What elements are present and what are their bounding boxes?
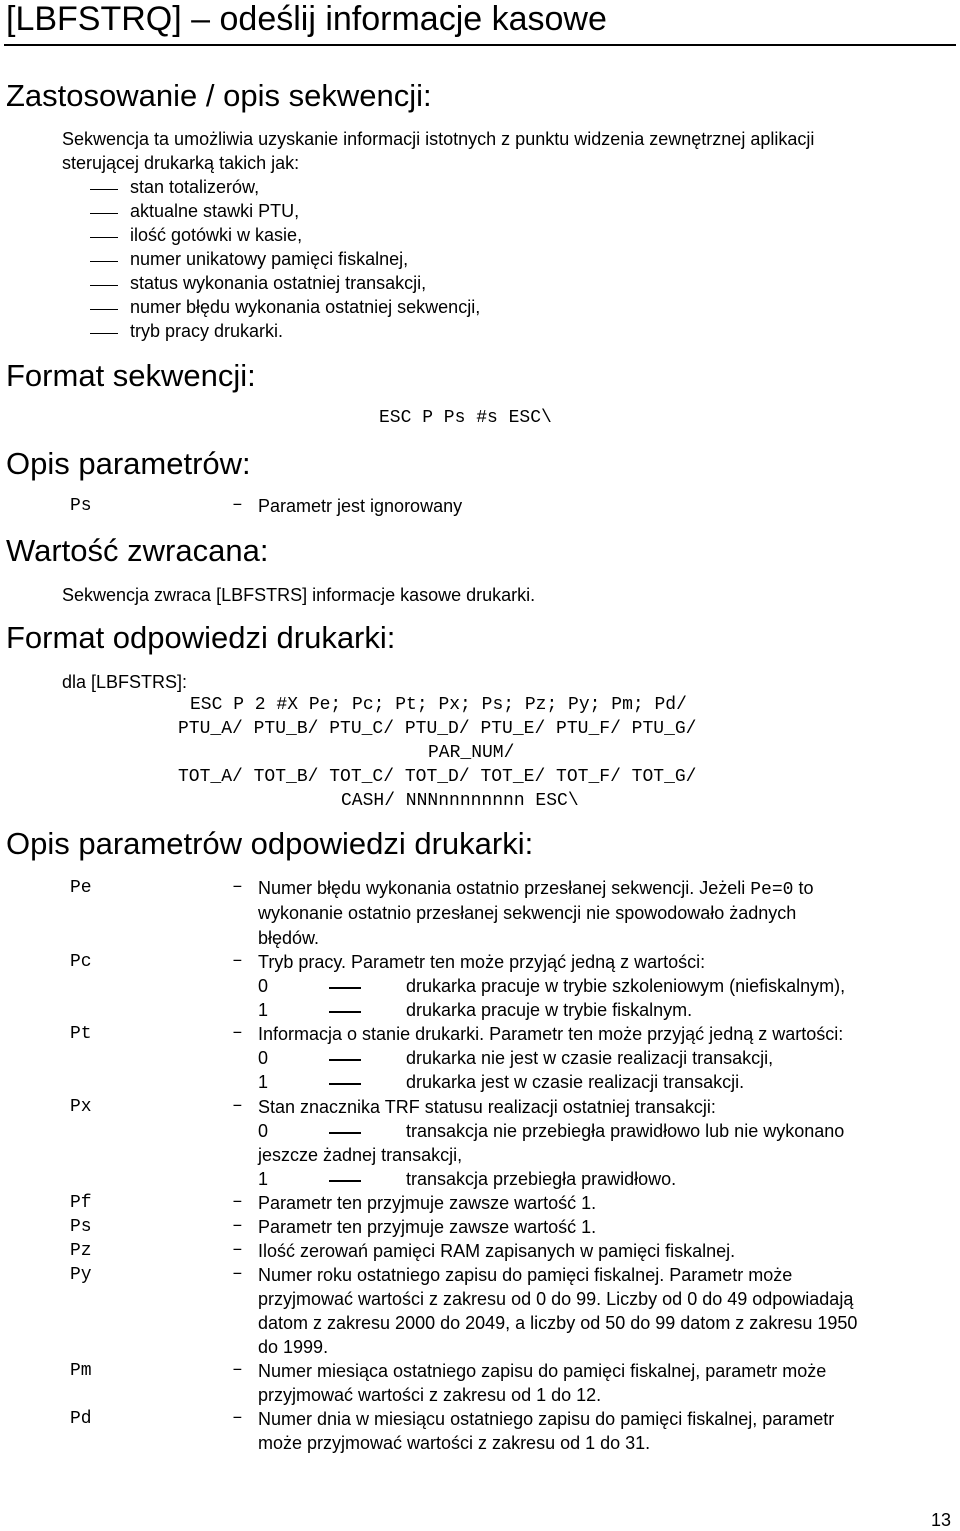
value-desc: transakcja nie przebiegła prawidłowo lub nie wykonano	[406, 1121, 845, 1141]
param-desc-text: Numer błędu wykonania ostatnio przesłanej sekwencji. Jeżeli	[258, 878, 751, 898]
value-code: 0	[258, 976, 269, 996]
param-name-pd: Pd	[70, 1409, 92, 1429]
inline-code: Pe=0	[750, 880, 794, 900]
param-desc-pd-line-2: może przyjmować wartości z zakresu od 1 do 31.	[258, 1433, 651, 1453]
value-dash	[329, 1180, 361, 1182]
response-code-line: TOT_A/ TOT_B/ TOT_C/ TOT_D/ TOT_E/ TOT_F/ TOT_G/	[178, 767, 697, 787]
param-desc-pe-line-2: wykonanie ostatnio przesłanej sekwencji nie spowodowało żadnych	[258, 903, 797, 923]
param-desc-py-line-4: do 1999.	[258, 1337, 329, 1357]
bullet-dash	[90, 309, 118, 310]
param-desc: Parametr jest ignorowany	[258, 496, 463, 516]
param-dash: –	[232, 877, 243, 897]
bullet-dash	[90, 261, 118, 262]
return-text: Sekwencja zwraca [LBFSTRS] informacje kasowe drukarki.	[62, 585, 536, 605]
value-dash	[329, 987, 361, 989]
usage-intro-line-2: sterującej drukarką takich jak:	[62, 153, 300, 173]
param-desc-pe-line-1	[258, 878, 813, 900]
format-heading: Format sekwencji:	[6, 358, 256, 393]
bullet-item: ilość gotówki w kasie,	[130, 225, 303, 245]
param-desc-pd-line-1: Numer dnia w miesiącu ostatniego zapisu do pamięci fiskalnej, parametr	[258, 1409, 835, 1429]
response-code-line: CASH/ NNNnnnnnnnn ESC\	[341, 791, 579, 811]
bullet-dash	[90, 285, 118, 286]
value-dash	[329, 1011, 361, 1013]
param-dash: –	[232, 1360, 243, 1380]
param-name-pc: Pc	[70, 952, 92, 972]
value-desc: drukarka jest w czasie realizacji transakcji.	[406, 1072, 745, 1092]
param-dash: –	[232, 1096, 243, 1116]
value-desc-continued: jeszcze żadnej transakcji,	[258, 1145, 463, 1165]
param-name-pt: Pt	[70, 1024, 92, 1044]
param-desc-px: Stan znacznika TRF statusu realizacji ostatniej transakcji:	[258, 1097, 716, 1117]
response-params-heading: Opis parametrów odpowiedzi drukarki:	[6, 826, 534, 861]
return-heading: Wartość zwracana:	[6, 533, 269, 568]
param-name-py: Py	[70, 1265, 92, 1285]
response-code-line: PAR_NUM/	[428, 743, 515, 763]
value-code: 1	[258, 1000, 269, 1020]
param-desc-py-line-1: Numer roku ostatniego zapisu do pamięci fiskalnej. Parametr może	[258, 1265, 793, 1285]
param-dash: –	[232, 1408, 243, 1428]
param-desc-py-line-2: przyjmować wartości z zakresu od 0 do 99. Liczby od 0 do 49 odpowiadają	[258, 1289, 854, 1309]
value-dash	[329, 1059, 361, 1061]
title-underline	[4, 44, 956, 46]
response-label: dla [LBFSTRS]:	[62, 672, 188, 692]
param-desc-py-line-3: datom z zakresu 2000 do 2049, a liczby od 50 do 99 datom z zakresu 1950	[258, 1313, 858, 1333]
param-dash: –	[232, 1023, 243, 1043]
response-code-line: PTU_A/ PTU_B/ PTU_C/ PTU_D/ PTU_E/ PTU_F/ PTU_G/	[178, 719, 697, 739]
bullet-item: numer błędu wykonania ostatniej sekwencji,	[130, 297, 481, 317]
param-dash: –	[232, 1216, 243, 1236]
response-heading: Format odpowiedzi drukarki:	[6, 620, 396, 655]
param-name: Ps	[70, 496, 92, 516]
param-dash: –	[232, 1192, 243, 1212]
value-code: 1	[258, 1072, 269, 1092]
value-code: 1	[258, 1169, 269, 1189]
bullet-dash	[90, 333, 118, 334]
bullet-dash	[90, 237, 118, 238]
param-desc-pz: Ilość zerowań pamięci RAM zapisanych w pamięci fiskalnej.	[258, 1241, 736, 1261]
value-code: 0	[258, 1048, 269, 1068]
value-desc: drukarka pracuje w trybie fiskalnym.	[406, 1000, 693, 1020]
bullet-dash	[90, 213, 118, 214]
param-desc-pt: Informacja o stanie drukarki. Parametr ten może przyjąć jedną z wartości:	[258, 1024, 844, 1044]
value-dash	[329, 1083, 361, 1085]
params-heading: Opis parametrów:	[6, 446, 251, 481]
format-code: ESC P Ps #s ESC\	[379, 408, 552, 428]
param-dash: –	[232, 1264, 243, 1284]
param-desc-pc: Tryb pracy. Parametr ten może przyjąć jedną z wartości:	[258, 952, 706, 972]
usage-intro-line-1: Sekwencja ta umożliwia uzyskanie informacji istotnych z punktu widzenia zewnętrznej aplikacji	[62, 129, 815, 149]
param-desc-pm-line-2: przyjmować wartości z zakresu od 1 do 12.	[258, 1385, 602, 1405]
param-dash: –	[232, 951, 243, 971]
bullet-item: aktualne stawki PTU,	[130, 201, 300, 221]
param-desc-pm-line-1: Numer miesiąca ostatniego zapisu do pamięci fiskalnej, parametr może	[258, 1361, 827, 1381]
usage-heading: Zastosowanie / opis sekwencji:	[6, 78, 432, 113]
page-number: 13	[931, 1510, 952, 1530]
page-title: [LBFSTRQ] – odeślij informacje kasowe	[6, 0, 607, 38]
value-desc: drukarka pracuje w trybie szkoleniowym (niefiskalnym),	[406, 976, 846, 996]
bullet-item: numer unikatowy pamięci fiskalnej,	[130, 249, 409, 269]
param-desc-pf: Parametr ten przyjmuje zawsze wartość 1.	[258, 1193, 597, 1213]
bullet-item: tryb pracy drukarki.	[130, 321, 284, 341]
value-code: 0	[258, 1121, 269, 1141]
param-desc-text: to	[793, 878, 814, 898]
bullet-item: stan totalizerów,	[130, 177, 260, 197]
param-desc-ps: Parametr ten przyjmuje zawsze wartość 1.	[258, 1217, 597, 1237]
param-dash: –	[232, 495, 243, 515]
param-name-pe: Pe	[70, 878, 92, 898]
param-name-ps: Ps	[70, 1217, 92, 1237]
param-name-px: Px	[70, 1097, 92, 1117]
value-dash	[329, 1132, 361, 1134]
response-code-line: ESC P 2 #X Pe; Pc; Pt; Px; Ps; Pz; Py; Pm; Pd/	[190, 695, 687, 715]
value-desc: drukarka nie jest w czasie realizacji transakcji,	[406, 1048, 774, 1068]
param-desc-pe-line-3: błędów.	[258, 928, 320, 948]
value-desc: transakcja przebiegła prawidłowo.	[406, 1169, 677, 1189]
param-name-pm: Pm	[70, 1361, 92, 1381]
bullet-item: status wykonania ostatniej transakcji,	[130, 273, 427, 293]
param-dash: –	[232, 1240, 243, 1260]
param-name-pz: Pz	[70, 1241, 92, 1261]
param-name-pf: Pf	[70, 1193, 92, 1213]
bullet-dash	[90, 189, 118, 190]
